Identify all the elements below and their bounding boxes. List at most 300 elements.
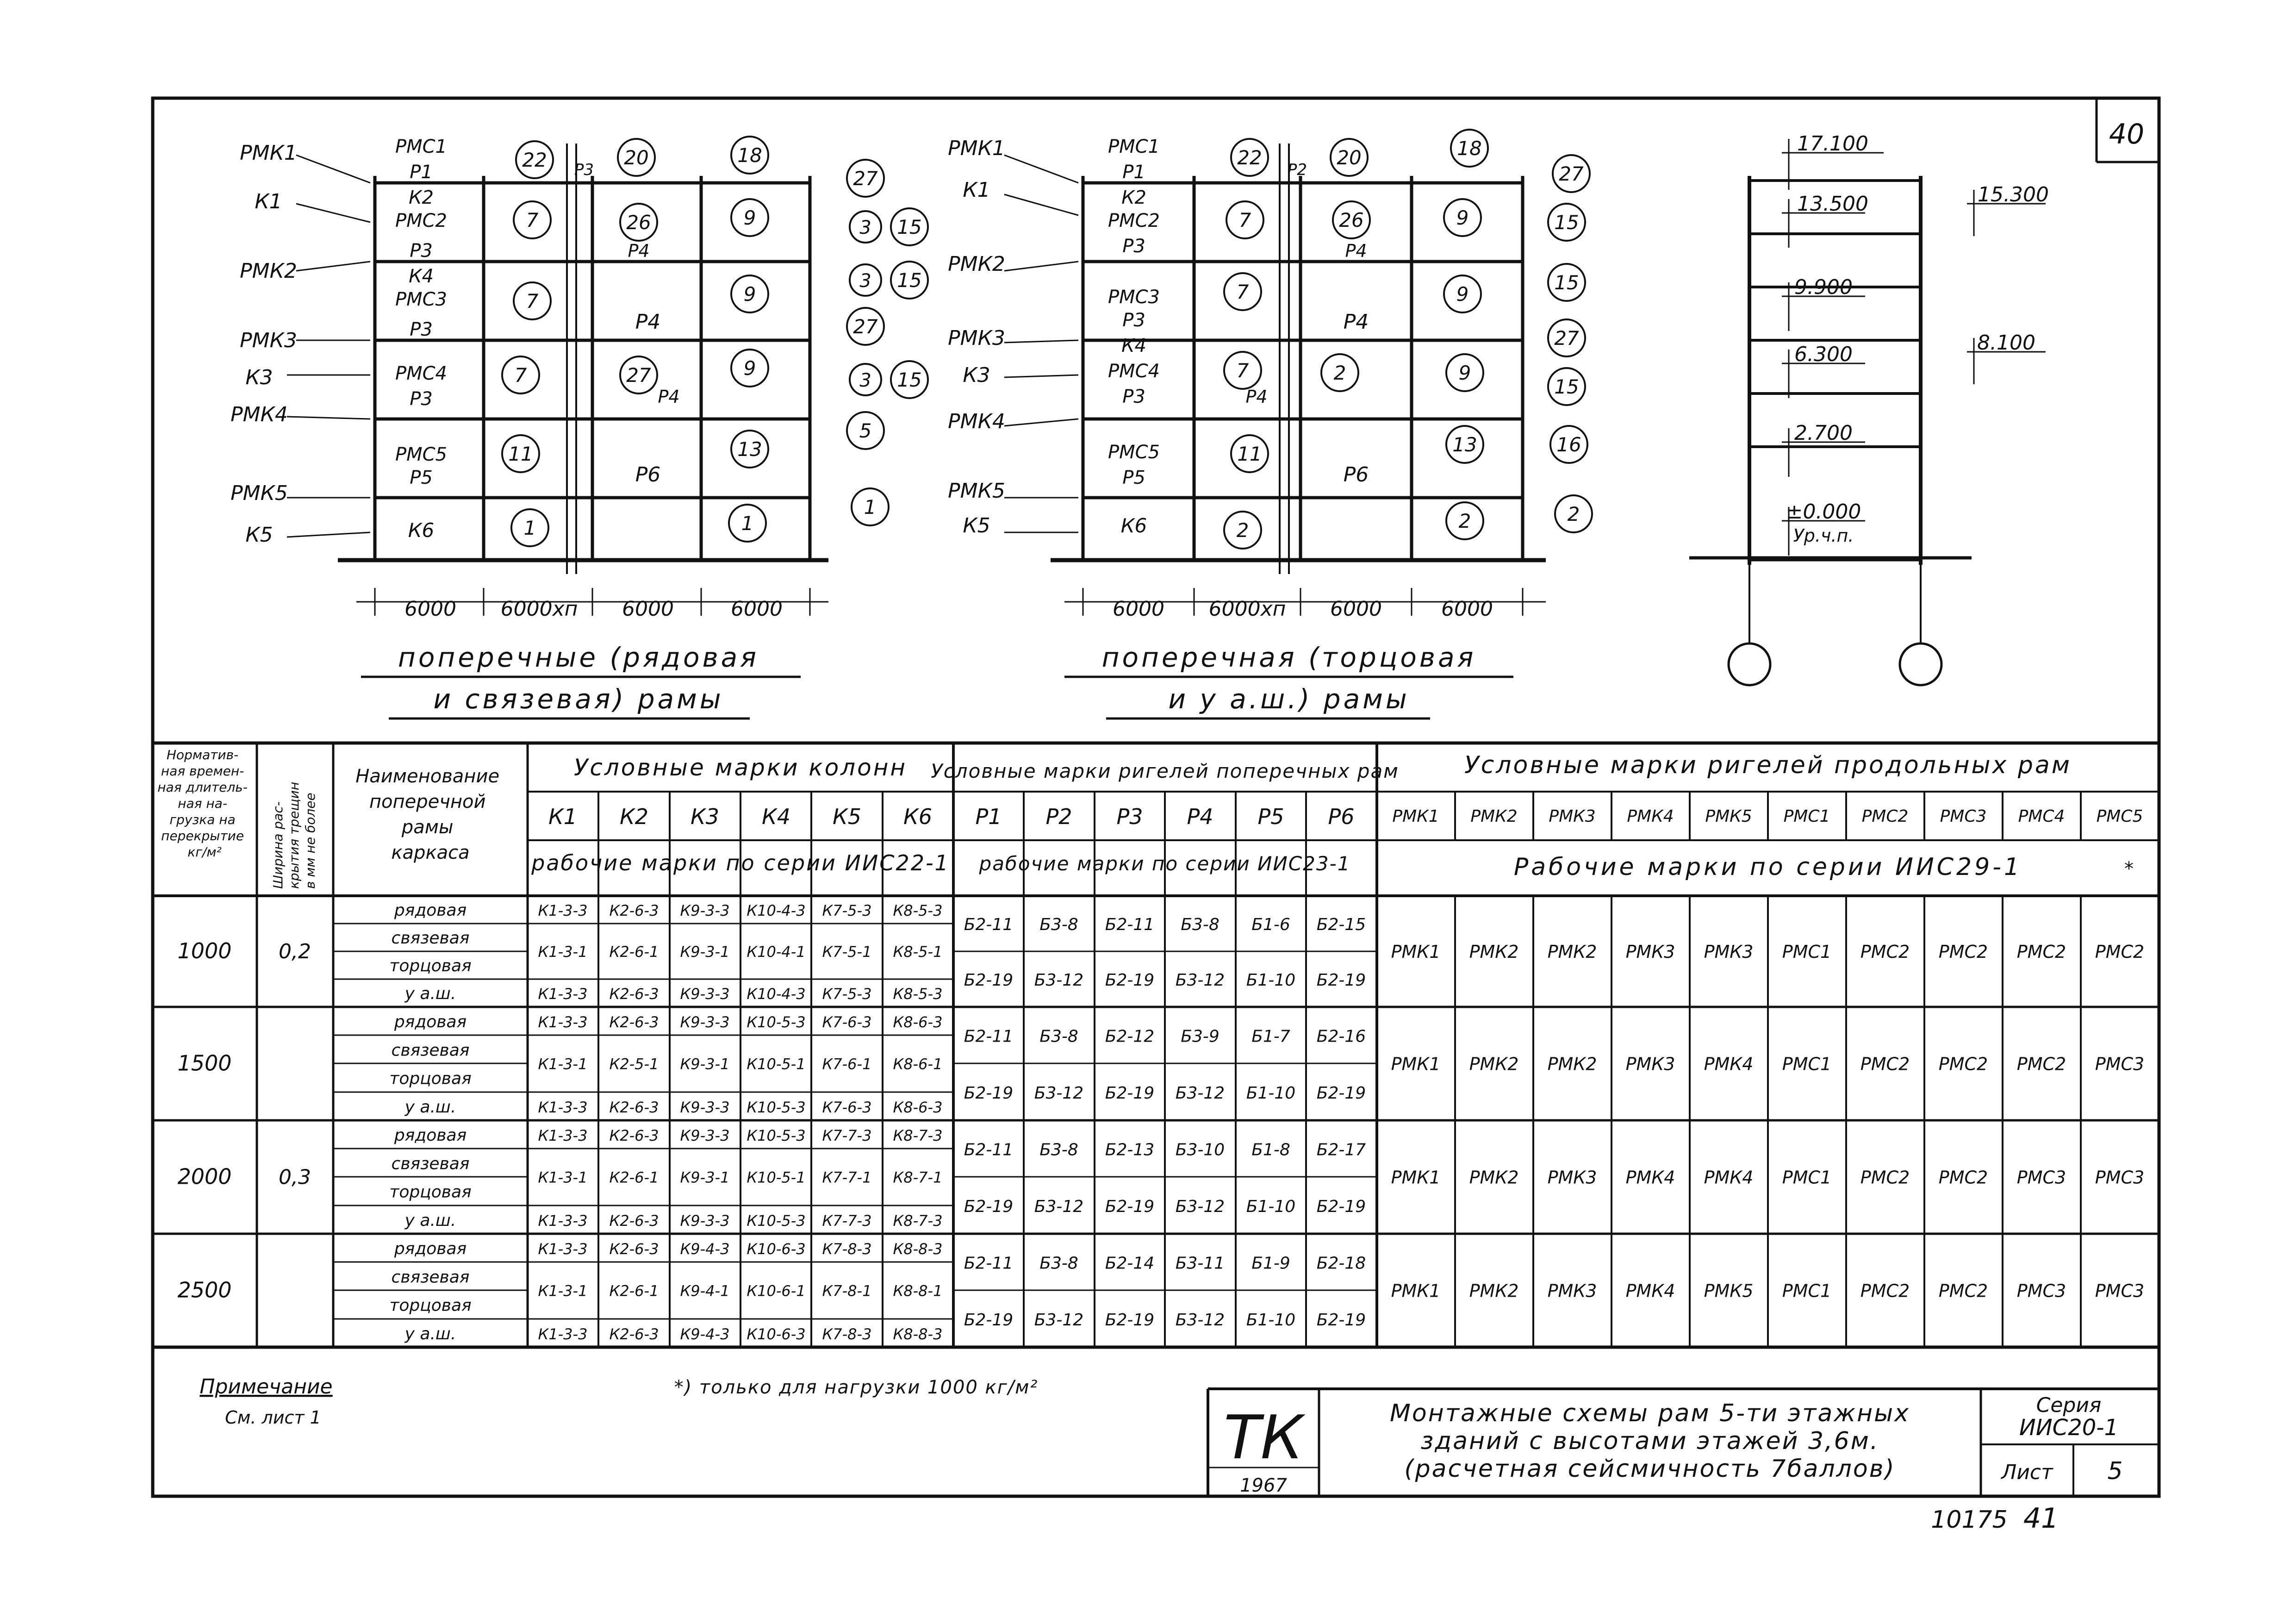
- label: К4: [409, 266, 434, 287]
- column-work-mark: К2-6-3: [609, 1013, 659, 1031]
- label: К2: [409, 187, 434, 208]
- node-number: 27: [853, 315, 878, 338]
- node-number: 13: [737, 438, 762, 461]
- long-girder-work-mark: РМС2: [2095, 942, 2145, 962]
- node-number: 9: [1456, 283, 1469, 306]
- label: Р2: [1287, 161, 1307, 179]
- girder-work-mark: Б2-19: [1316, 1310, 1366, 1330]
- girder-work-mark: Б2-19: [1316, 1083, 1366, 1103]
- column-work-mark: К9-3-3: [680, 1013, 730, 1031]
- node-number: 26: [1339, 209, 1364, 231]
- column-work-mark: К1-3-1: [538, 1168, 588, 1187]
- node-number: 1: [741, 512, 754, 535]
- girder-work-mark: Б2-11: [964, 915, 1014, 934]
- column-work-mark: К2-6-1: [609, 1282, 659, 1300]
- node-number: 2: [1458, 510, 1471, 532]
- column-work-mark: К2-6-3: [609, 902, 659, 920]
- girder-work-mark: Б2-19: [1105, 1083, 1155, 1103]
- girder-work-mark: Б2-18: [1316, 1254, 1366, 1273]
- label: РМС2: [1108, 210, 1160, 231]
- label: РМС1: [1108, 136, 1160, 157]
- girder-work-mark: Б2-14: [1105, 1254, 1155, 1273]
- column-work-mark: К2-6-3: [609, 1240, 659, 1258]
- column-work-mark: К1-3-3: [538, 1212, 588, 1230]
- label: К4: [1121, 335, 1146, 356]
- long-girder-work-mark: РМС2: [1860, 942, 1910, 962]
- column-work-mark: К7-8-3: [822, 1325, 872, 1343]
- girder-work-mark: Б1-10: [1246, 1083, 1296, 1103]
- girder-work-mark: Б3-10: [1175, 1140, 1225, 1160]
- frame-type: рядовая: [394, 1239, 467, 1259]
- label: Р4: [628, 241, 650, 261]
- column-work-mark: К10-5-1: [747, 1055, 806, 1073]
- label: Р3: [1122, 236, 1145, 257]
- node-number: 2: [1567, 503, 1580, 525]
- column-mark: К6: [903, 804, 932, 829]
- long-girder-work-mark: РМС2: [2016, 1054, 2066, 1074]
- girder-work-mark: Б1-10: [1246, 1310, 1296, 1330]
- node-number: 9: [743, 357, 756, 380]
- column-work-mark: К2-6-3: [609, 1212, 659, 1230]
- column-work-mark: К7-7-1: [822, 1168, 872, 1187]
- level-mark: 2.700: [1794, 421, 1853, 445]
- note-title: Примечание: [199, 1375, 333, 1399]
- node-number: 18: [737, 144, 762, 167]
- long-girder-work-mark: РМС2: [1860, 1054, 1910, 1074]
- label: РМК3: [240, 329, 297, 352]
- node-number: 2: [1236, 519, 1249, 542]
- long-girder-work-mark: РМС1: [1782, 942, 1832, 962]
- bottom-page: 41: [2023, 1502, 2059, 1535]
- girder-work-mark: Б3-12: [1175, 1310, 1225, 1330]
- girder-work-mark: Б1-9: [1251, 1254, 1290, 1273]
- label: РМС4: [395, 363, 448, 384]
- title-line: зданий с высотами этажей 3,6м.: [1420, 1427, 1879, 1455]
- column-work-mark: К9-3-3: [680, 1098, 730, 1116]
- long-mark: РМС5: [2096, 807, 2143, 826]
- column-work-mark: К10-5-3: [747, 1098, 806, 1116]
- column-work-mark: К2-6-1: [609, 943, 659, 961]
- label: РМС3: [395, 289, 448, 310]
- girder-work-mark: Б2-15: [1316, 915, 1366, 934]
- span-dimension: 6000: [1330, 597, 1382, 621]
- node-number: 18: [1457, 137, 1482, 160]
- column-work-mark: К8-7-3: [893, 1127, 943, 1145]
- span-dimension: 6000: [731, 597, 783, 621]
- level-mark: 17.100: [1797, 132, 1868, 156]
- node-number: 22: [522, 149, 547, 171]
- label: РМК5: [948, 479, 1005, 503]
- long-mark: РМК3: [1549, 807, 1596, 826]
- long-girder-work-mark: РМК2: [1469, 1167, 1519, 1188]
- long-girder-work-mark: РМК3: [1625, 942, 1675, 962]
- long-girder-work-mark: РМК1: [1391, 1280, 1441, 1301]
- label: Р3: [1122, 310, 1145, 331]
- long-mark: РМС2: [1861, 807, 1909, 826]
- long-girder-work-mark: РМК1: [1391, 942, 1441, 962]
- girder-work-mark: Б2-19: [964, 1083, 1014, 1103]
- girder-work-mark: Б3-9: [1181, 1027, 1220, 1046]
- long-girder-work-mark: РМК4: [1625, 1167, 1675, 1188]
- girder-work-mark: Б3-12: [1034, 1197, 1084, 1216]
- column-mark: К4: [762, 804, 790, 829]
- long-mark: РМС4: [2018, 807, 2065, 826]
- level-mark: 15.300: [1978, 183, 2049, 206]
- girder-work-mark: Б1-7: [1251, 1027, 1290, 1046]
- node-number: 15: [897, 369, 922, 391]
- label: Р3: [410, 319, 433, 340]
- long-girder-work-mark: РМС1: [1782, 1280, 1832, 1301]
- long-girder-work-mark: РМК4: [1704, 1167, 1754, 1188]
- label: Р4: [635, 310, 661, 334]
- girder-mark: Р3: [1116, 804, 1143, 829]
- long-girder-work-mark: РМС2: [2016, 942, 2066, 962]
- long-girder-work-mark: РМС2: [1860, 1167, 1910, 1188]
- columns-title: Условные марки колонн: [573, 754, 908, 781]
- long-girder-work-mark: РМК3: [1547, 1280, 1597, 1301]
- footnote: *) только для нагрузки 1000 кг/м²: [674, 1377, 1039, 1398]
- column-work-mark: К8-8-3: [893, 1240, 943, 1258]
- tk-logo: ТК: [1224, 1402, 1303, 1473]
- long-girder-work-mark: РМК1: [1391, 1167, 1441, 1188]
- node-number: 1: [864, 496, 877, 518]
- node-number: 7: [526, 209, 539, 231]
- column-work-mark: К8-6-1: [893, 1055, 943, 1073]
- node-number: 7: [514, 364, 527, 387]
- long-series-mark: *: [2124, 858, 2134, 880]
- frame-type: у а.ш.: [404, 1097, 456, 1117]
- column-work-mark: К7-8-1: [822, 1282, 872, 1300]
- long-girder-work-mark: РМС3: [2095, 1167, 2145, 1188]
- node-number: 15: [1554, 211, 1579, 234]
- node-number: 11: [1237, 443, 1262, 465]
- left-frame-spans: [404, 597, 783, 621]
- long-girder-work-mark: РМС3: [2095, 1280, 2145, 1301]
- column-work-mark: К7-7-3: [822, 1212, 872, 1230]
- girder-work-mark: Б3-12: [1175, 971, 1225, 990]
- column-mark: К2: [620, 804, 648, 829]
- label: РМС1: [395, 136, 448, 157]
- sheet-value: 5: [2107, 1457, 2123, 1485]
- girder-work-mark: Б3-12: [1175, 1197, 1225, 1216]
- column-mark: К1: [548, 804, 577, 829]
- girder-work-mark: Б1-6: [1251, 915, 1290, 934]
- label: РМК2: [240, 259, 297, 283]
- node-number: 15: [897, 269, 922, 292]
- column-work-mark: К8-6-3: [893, 1098, 943, 1116]
- node-number: 2: [1333, 362, 1346, 384]
- long-girder-work-mark: РМС1: [1782, 1167, 1832, 1188]
- level-mark: ±0.000: [1786, 500, 1861, 524]
- column-work-mark: К2-6-3: [609, 1325, 659, 1343]
- column-work-mark: К1-3-1: [538, 1282, 588, 1300]
- long-girder-work-mark: РМК4: [1704, 1054, 1754, 1074]
- column-work-mark: К1-3-3: [538, 1013, 588, 1031]
- girder-work-mark: Б1-8: [1251, 1140, 1290, 1160]
- load-value: 2000: [177, 1164, 232, 1189]
- column-work-mark: К10-4-1: [747, 943, 806, 961]
- label: РМС2: [395, 210, 448, 231]
- girder-mark: Р6: [1328, 804, 1355, 829]
- load-value: 1000: [177, 938, 232, 963]
- girder-work-mark: Б2-19: [1316, 1197, 1366, 1216]
- label: РМК2: [948, 252, 1005, 276]
- label: Р5: [410, 467, 433, 488]
- label: Р3: [1122, 386, 1145, 407]
- frame-type: связевая: [391, 929, 470, 948]
- stamp-year: 1967: [1240, 1475, 1287, 1496]
- girder-work-mark: Б3-8: [1039, 1140, 1078, 1160]
- notes: [199, 1375, 1038, 1428]
- columns-series: рабочие марки по серии ИИС22-1: [531, 850, 950, 875]
- long-girder-work-mark: РМС3: [2095, 1054, 2145, 1074]
- girder-mark: Р4: [1187, 804, 1213, 829]
- header-crack: Ширина рас- крытия трещин в мм не более: [270, 781, 318, 889]
- span-dimension: 6000: [1113, 597, 1164, 621]
- level-mark: 9.900: [1794, 275, 1853, 299]
- column-work-mark: К1-3-3: [538, 985, 588, 1003]
- node-number: 9: [1458, 362, 1471, 384]
- label: Р4: [1245, 387, 1268, 407]
- girder-work-mark: Б2-11: [1105, 915, 1155, 934]
- label: Р3: [410, 240, 433, 262]
- title-line: (расчетная сейсмичность 7баллов): [1404, 1455, 1896, 1483]
- span-dimension: 6000хп: [1208, 597, 1286, 621]
- long-series: Рабочие марки по серии ИИС29-1: [1513, 853, 2022, 881]
- long-girder-work-mark: РМК3: [1704, 942, 1754, 962]
- crack-value: 0,3: [279, 1165, 311, 1189]
- node-number: 3: [859, 217, 871, 238]
- label: РМК4: [230, 403, 288, 426]
- table-body: [177, 901, 2144, 1343]
- long-girder-work-mark: РМС3: [2016, 1167, 2066, 1188]
- series-value: ИИС20-1: [2019, 1415, 2119, 1441]
- girder-work-mark: Б2-19: [1105, 1310, 1155, 1330]
- column-work-mark: К7-5-1: [822, 943, 872, 961]
- bottom-number: 10175: [1931, 1506, 2008, 1534]
- level-mark: 6.300: [1794, 343, 1853, 366]
- node-number: 9: [743, 206, 756, 229]
- span-dimension: 6000: [404, 597, 456, 621]
- column-mark: К5: [833, 804, 861, 829]
- long-girder-work-mark: РМС2: [1938, 942, 1988, 962]
- column-work-mark: К8-7-1: [893, 1168, 943, 1187]
- long-girder-work-mark: РМК2: [1469, 1280, 1519, 1301]
- girder-work-mark: Б2-19: [964, 1197, 1014, 1216]
- girder-mark: Р1: [975, 804, 1002, 829]
- column-work-mark: К1-3-3: [538, 1325, 588, 1343]
- label: Р3: [574, 161, 594, 179]
- girder-work-mark: Б3-12: [1175, 1083, 1225, 1103]
- long-girder-work-mark: РМК2: [1469, 1054, 1519, 1074]
- title-line: Монтажные схемы рам 5-ти этажных: [1390, 1399, 1910, 1427]
- level-mark: 8.100: [1977, 331, 2035, 355]
- node-number: 27: [1559, 162, 1584, 185]
- ground-level-label: Ур.ч.п.: [1793, 525, 1854, 546]
- frame-type: связевая: [391, 1041, 470, 1060]
- long-girder-work-mark: РМС1: [1782, 1054, 1832, 1074]
- girder-work-mark: Б3-12: [1034, 1083, 1084, 1103]
- column-work-mark: К2-6-3: [609, 1098, 659, 1116]
- label: К2: [1121, 187, 1146, 208]
- girder-work-mark: Б1-10: [1246, 971, 1296, 990]
- column-work-mark: К9-3-1: [680, 1055, 730, 1073]
- node-number: 7: [1236, 359, 1249, 382]
- column-work-mark: К9-3-1: [680, 1168, 730, 1187]
- girder-work-mark: Б2-19: [1105, 1197, 1155, 1216]
- load-value: 2500: [177, 1277, 232, 1303]
- span-dimension: 6000: [1441, 597, 1493, 621]
- node-number: 3: [859, 370, 871, 391]
- column-work-mark: К10-5-1: [747, 1168, 806, 1187]
- node-number: 27: [853, 167, 878, 190]
- node-number: 3: [859, 270, 871, 292]
- long-girder-work-mark: РМК5: [1704, 1280, 1754, 1301]
- middle-frame-spans: [1113, 597, 1493, 621]
- column-work-mark: К2-6-3: [609, 985, 659, 1003]
- long-mark: РМК4: [1627, 807, 1674, 826]
- girder-work-mark: Б3-8: [1039, 1027, 1078, 1046]
- label: Р1: [410, 162, 433, 183]
- node-number: 15: [1554, 375, 1579, 398]
- long-girder-work-mark: РМК3: [1625, 1054, 1675, 1074]
- label: К1: [963, 178, 990, 202]
- long-girder-work-mark: РМК3: [1547, 1167, 1597, 1188]
- long-girder-work-mark: РМС2: [1938, 1054, 1988, 1074]
- long-girder-work-mark: РМК2: [1547, 1054, 1597, 1074]
- girder-mark: Р2: [1045, 804, 1072, 829]
- node-number: 7: [526, 290, 539, 312]
- header-frame-name: Наименование поперечной рамы каркаса: [355, 766, 500, 863]
- label: РМК5: [230, 481, 288, 505]
- girder-work-mark: Б3-8: [1039, 915, 1078, 934]
- long-girder-work-mark: РМС2: [1938, 1167, 1988, 1188]
- long-mark: РМС1: [1783, 807, 1830, 826]
- label: К6: [408, 519, 435, 542]
- node-number: 20: [624, 146, 649, 169]
- column-work-mark: К8-5-1: [893, 943, 943, 961]
- column-work-mark: К7-5-3: [822, 902, 872, 920]
- node-number: 9: [743, 283, 756, 306]
- frame-type: рядовая: [394, 901, 467, 920]
- column-work-mark: К9-3-3: [680, 1127, 730, 1145]
- label: РМК1: [240, 141, 297, 165]
- middle-frame-inner-labels: [1108, 136, 1160, 537]
- middle-frame-caption: [1064, 642, 1513, 718]
- column-work-mark: К2-6-1: [609, 1168, 659, 1187]
- girder-work-mark: Б2-19: [1316, 971, 1366, 990]
- long-mark: РМК5: [1705, 807, 1752, 826]
- column-work-mark: К7-6-3: [822, 1013, 872, 1031]
- crack-value: 0,2: [279, 940, 311, 963]
- label: К1: [255, 190, 282, 213]
- girders-series: рабочие марки по серии ИИС23-1: [979, 852, 1351, 875]
- column-work-mark: К9-3-3: [680, 902, 730, 920]
- left-frame-mid-labels: [574, 161, 680, 487]
- long-mark: РМК1: [1392, 807, 1439, 826]
- column-work-mark: К1-3-3: [538, 1240, 588, 1258]
- long-girder-work-mark: РМК2: [1469, 942, 1519, 962]
- label: К3: [245, 366, 273, 389]
- frame-type: торцовая: [389, 1296, 472, 1315]
- column-work-mark: К8-8-1: [893, 1282, 943, 1300]
- column-work-mark: К8-5-3: [893, 985, 943, 1003]
- column-work-mark: К8-6-3: [893, 1013, 943, 1031]
- girder-work-mark: Б2-13: [1105, 1140, 1155, 1160]
- long-mark: РМС3: [1940, 807, 1987, 826]
- label: Р4: [1343, 310, 1369, 334]
- left-frame-member-labels: [230, 141, 297, 547]
- column-work-mark: К10-4-3: [747, 985, 806, 1003]
- frame-type: торцовая: [389, 956, 472, 976]
- girder-work-mark: Б2-11: [964, 1140, 1014, 1160]
- column-work-mark: К1-3-3: [538, 1127, 588, 1145]
- girder-work-mark: Б3-12: [1034, 971, 1084, 990]
- frame-type: у а.ш.: [404, 984, 456, 1004]
- node-number: 11: [508, 443, 533, 465]
- level-mark: 13.500: [1797, 192, 1868, 216]
- node-number: 13: [1452, 433, 1477, 456]
- column-work-mark: К9-3-3: [680, 1212, 730, 1230]
- node-number: 26: [626, 211, 651, 234]
- column-work-mark: К9-4-3: [680, 1240, 730, 1258]
- column-work-mark: К10-6-1: [747, 1282, 806, 1300]
- middle-frame-member-labels: [948, 137, 1005, 537]
- label: Р6: [1343, 463, 1369, 487]
- column-work-mark: К7-7-3: [822, 1127, 872, 1145]
- span-dimension: 6000: [622, 597, 674, 621]
- column-work-mark: К8-5-3: [893, 902, 943, 920]
- frame-type: у а.ш.: [404, 1324, 456, 1343]
- column-work-mark: К9-4-3: [680, 1325, 730, 1343]
- column-work-mark: К7-8-3: [822, 1240, 872, 1258]
- long-girder-work-mark: РМК4: [1625, 1280, 1675, 1301]
- node-number: 20: [1337, 146, 1362, 169]
- column-work-mark: К7-5-3: [822, 985, 872, 1003]
- label: К5: [963, 514, 990, 537]
- girders-title: Условные марки ригелей поперечных рам: [931, 760, 1399, 782]
- label: Р6: [635, 463, 661, 487]
- frame-type: связевая: [391, 1268, 470, 1287]
- sheet-label: Лист: [2001, 1461, 2053, 1484]
- long-mark: РМК2: [1470, 807, 1518, 826]
- series-label: Серия: [2036, 1393, 2102, 1417]
- node-number: 22: [1237, 146, 1262, 169]
- girder-work-mark: Б2-19: [964, 971, 1014, 990]
- frame-type: рядовая: [394, 1126, 467, 1145]
- node-number: 1: [523, 517, 536, 539]
- label: Р5: [1122, 467, 1145, 488]
- long-girder-work-mark: РМС2: [1860, 1280, 1910, 1301]
- frame-type: связевая: [391, 1154, 470, 1174]
- column-work-mark: К1-3-3: [538, 1098, 588, 1116]
- node-number: 15: [897, 216, 922, 238]
- column-work-mark: К9-3-1: [680, 943, 730, 961]
- frame-type: рядовая: [394, 1012, 467, 1032]
- node-number: 9: [1456, 206, 1469, 229]
- caption-line: поперечная (торцовая: [1101, 642, 1476, 673]
- caption-line: и у а.ш.) рамы: [1168, 683, 1410, 715]
- column-work-mark: К8-8-3: [893, 1325, 943, 1343]
- frame-type: торцовая: [389, 1182, 472, 1202]
- node-number: 27: [626, 364, 651, 387]
- column-work-mark: К7-6-1: [822, 1055, 872, 1073]
- elevation-section: [1689, 139, 2046, 685]
- label: РМС5: [1108, 442, 1160, 463]
- girder-work-mark: Б2-19: [1105, 971, 1155, 990]
- label: Р1: [1122, 162, 1145, 183]
- column-work-mark: К1-3-3: [538, 902, 588, 920]
